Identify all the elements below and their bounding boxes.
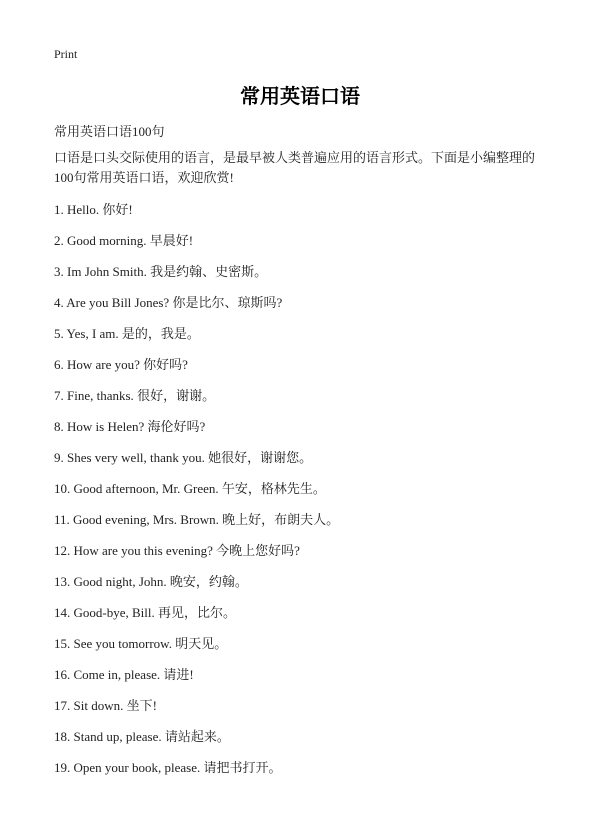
phrase-english: Shes very well, thank you. [67,450,205,465]
phrase-english: Sit down. [73,698,124,713]
phrase-english: Good-bye, Bill. [73,605,155,620]
phrase-english: Good evening, Mrs. Brown. [73,512,219,527]
phrase-english: How are you? [67,357,140,372]
phrase-english: See you tomorrow. [73,636,172,651]
phrase-number: 13. [54,574,71,589]
phrase-number: 5. [54,326,64,341]
phrase-number: 10. [54,481,71,496]
phrase-item [54,263,574,294]
phrase-item [54,635,574,666]
phrase-item [54,294,574,325]
phrase-item [54,449,574,480]
phrase-number: 11. [54,512,70,527]
phrase-english: How is Helen? [67,419,145,434]
phrase-number: 6. [54,357,64,372]
phrase-english: Good afternoon, Mr. Green. [73,481,219,496]
phrase-number: 17. [54,698,71,713]
phrase-item [54,604,574,635]
phrase-chinese: 再见，比尔。 [158,605,237,620]
phrase-english: Fine, thanks. [67,388,134,403]
phrase-item [54,573,574,604]
phrase-english: How are you this evening? [73,543,213,558]
phrase-number: 19. [54,760,71,775]
phrase-english: Stand up, please. [73,729,162,744]
phrase-number: 7. [54,388,64,403]
phrase-item [54,542,574,573]
phrase-item [54,356,574,387]
phrase-english: Yes, I am. [66,326,119,341]
phrase-chinese: 你好吗? [143,357,188,372]
phrase-number: 15. [54,636,71,651]
phrase-item [54,232,574,263]
phrase-chinese: 早晨好! [149,233,194,248]
phrase-number: 14. [54,605,71,620]
print-link[interactable]: Print [54,47,78,61]
phrase-chinese: 明天见。 [175,636,228,651]
phrase-english: Open your book, please. [73,760,201,775]
phrase-number: 4. [54,295,64,310]
phrase-chinese: 今晚上您好吗? [216,543,300,558]
phrase-item [54,666,574,697]
phrase-english: Hello. [67,202,100,217]
phrase-chinese: 你好! [102,202,133,217]
phrase-english: Are you Bill Jones? [66,295,170,310]
phrase-item [54,480,574,511]
phrase-chinese: 是的，我是。 [121,326,200,341]
phrase-chinese: 请进! [163,667,194,682]
phrase-chinese: 你是比尔、琼斯吗? [172,295,283,310]
phrase-item [54,697,574,728]
phrase-item [54,325,574,356]
phrase-list [54,201,574,790]
phrase-chinese: 请站起来。 [164,729,230,744]
phrase-chinese: 晚上好，布朗夫人。 [222,512,340,527]
phrase-english: Good night, John. [73,574,167,589]
phrase-item [54,201,574,232]
phrase-english: Im John Smith. [67,264,147,279]
phrase-chinese: 午安，格林先生。 [221,481,326,496]
phrase-item [54,418,574,449]
phrase-chinese: 坐下! [126,698,157,713]
phrase-number: 1. [54,202,64,217]
phrase-chinese: 她很好，谢谢您。 [208,450,313,465]
phrase-item [54,511,574,542]
phrase-number: 12. [54,543,71,558]
phrase-chinese: 请把书打开。 [203,760,282,775]
phrase-english: Come in, please. [73,667,161,682]
phrase-chinese: 海伦好吗? [147,419,206,434]
phrase-chinese: 很好，谢谢。 [137,388,216,403]
phrase-item [54,728,574,759]
phrase-item [54,387,574,418]
phrase-chinese: 晚安，约翰。 [169,574,248,589]
phrase-number: 18. [54,729,71,744]
phrase-item [54,759,574,790]
phrase-number: 16. [54,667,71,682]
phrase-number: 2. [54,233,64,248]
phrase-number: 8. [54,419,64,434]
phrase-english: Good morning. [67,233,147,248]
document-title: 常用英语口语 [240,84,360,108]
intro-paragraph: 口语是口头交际使用的语言，是最早被人类普遍应用的语言形式。下面是小编整理的100句常用英语口语，欢迎欣赏! [54,150,536,185]
document-subtitle: 常用英语口语100句 [54,124,165,139]
phrase-number: 9. [54,450,64,465]
phrase-chinese: 我是约翰、史密斯。 [150,264,268,279]
phrase-number: 3. [54,264,64,279]
